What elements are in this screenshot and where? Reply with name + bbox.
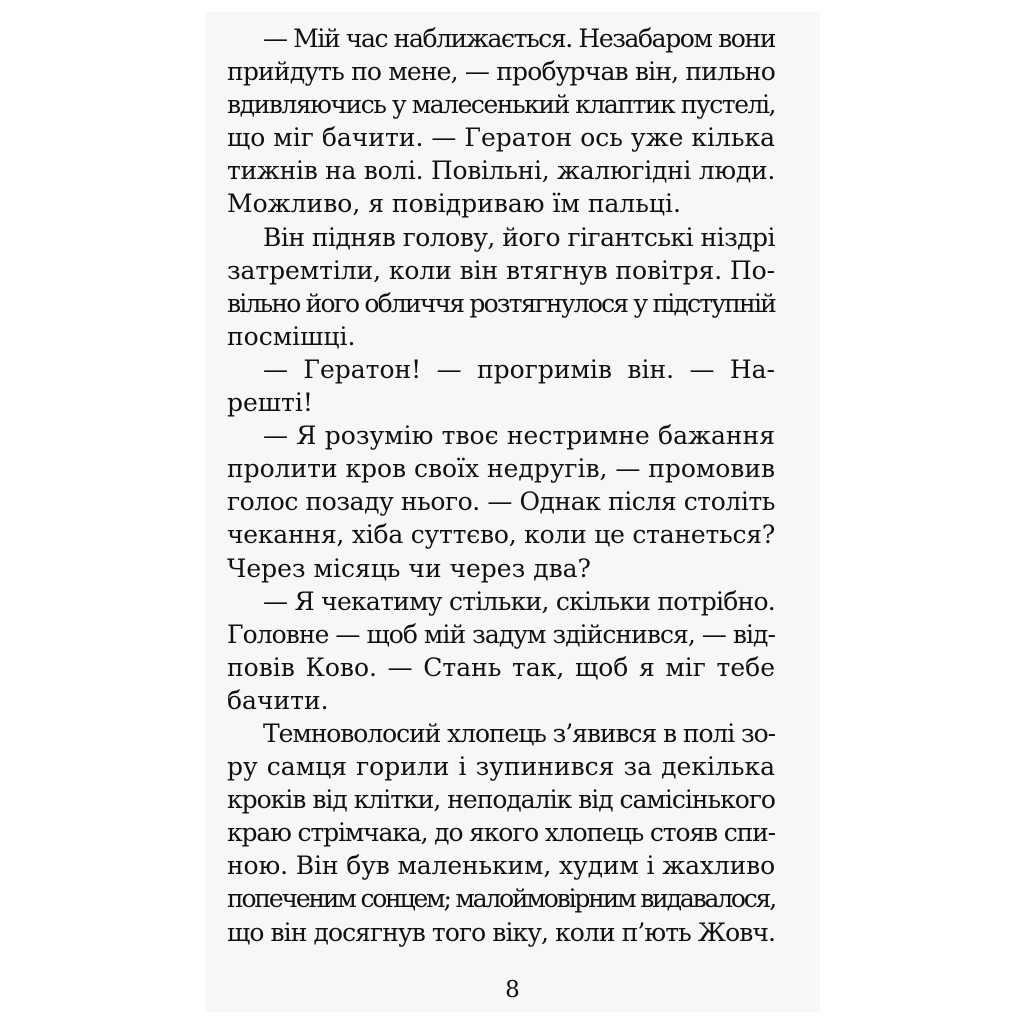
text-line: краю стрімчака, до якого хлопець стояв спи- bbox=[227, 818, 775, 848]
text-line: ру самця горили і зупинився за декілька bbox=[227, 752, 775, 782]
page-number: 8 bbox=[505, 977, 520, 1003]
text-line: Головне — щоб мій задум здійснився, — від- bbox=[227, 619, 775, 649]
text-line: що міг бачити. — Гератон ось уже кілька bbox=[227, 123, 775, 153]
text-line: затремтіли, коли він втягнув повітря. По- bbox=[227, 255, 775, 285]
text-line: Він підняв голову, його гігантські ніздрі bbox=[263, 222, 775, 252]
text-line: попеченим сонцем; малоймовірним видавалося, bbox=[227, 884, 775, 914]
text-line: голос позаду нього. — Однак після століть bbox=[227, 487, 775, 517]
text-line: Можливо, я повідриваю їм пальці. bbox=[227, 189, 681, 219]
text-line: бачити. bbox=[227, 685, 329, 715]
text-line: вдивляючись у малесенький клаптик пустелі, bbox=[227, 90, 776, 120]
text-line: пролити кров своїх недругів, — промовив bbox=[227, 454, 775, 484]
text-line: — Я чекатиму стільки, скільки потрібно. bbox=[263, 586, 775, 616]
text-line: — Гератон! — прогримів він. — На- bbox=[263, 354, 775, 384]
text-line: Темноволосий хлопець з’явився в полі зо- bbox=[263, 718, 775, 748]
text-line: — Я розумію твоє нестримне бажання bbox=[263, 421, 775, 451]
text-line: повів Ково. — Стань так, щоб я міг тебе bbox=[227, 652, 775, 682]
text-line: прийдуть по мене, — пробурчав він, пильно bbox=[227, 57, 775, 87]
text-line: чекання, хіба суттєво, коли це станеться? bbox=[227, 520, 776, 550]
page-body-text bbox=[227, 22, 775, 949]
text-line: що він досягнув того віку, коли п’ють Жовч. bbox=[227, 917, 775, 947]
text-line: кроків від клітки, неподалік від самісінького bbox=[227, 785, 775, 815]
text-line: — Мій час наближається. Незабаром вони bbox=[263, 24, 775, 53]
text-line: ною. Він був маленьким, худим і жахливо bbox=[227, 851, 775, 881]
text-line: решті! bbox=[227, 388, 313, 418]
text-line: вільно його обличчя розтягнулося у підступній bbox=[227, 288, 775, 318]
text-line: тижнів на волі. Повільні, жалюгідні люди. bbox=[227, 156, 775, 186]
text-line: посмішці. bbox=[227, 321, 356, 351]
text-line: Через місяць чи через два? bbox=[227, 553, 591, 583]
